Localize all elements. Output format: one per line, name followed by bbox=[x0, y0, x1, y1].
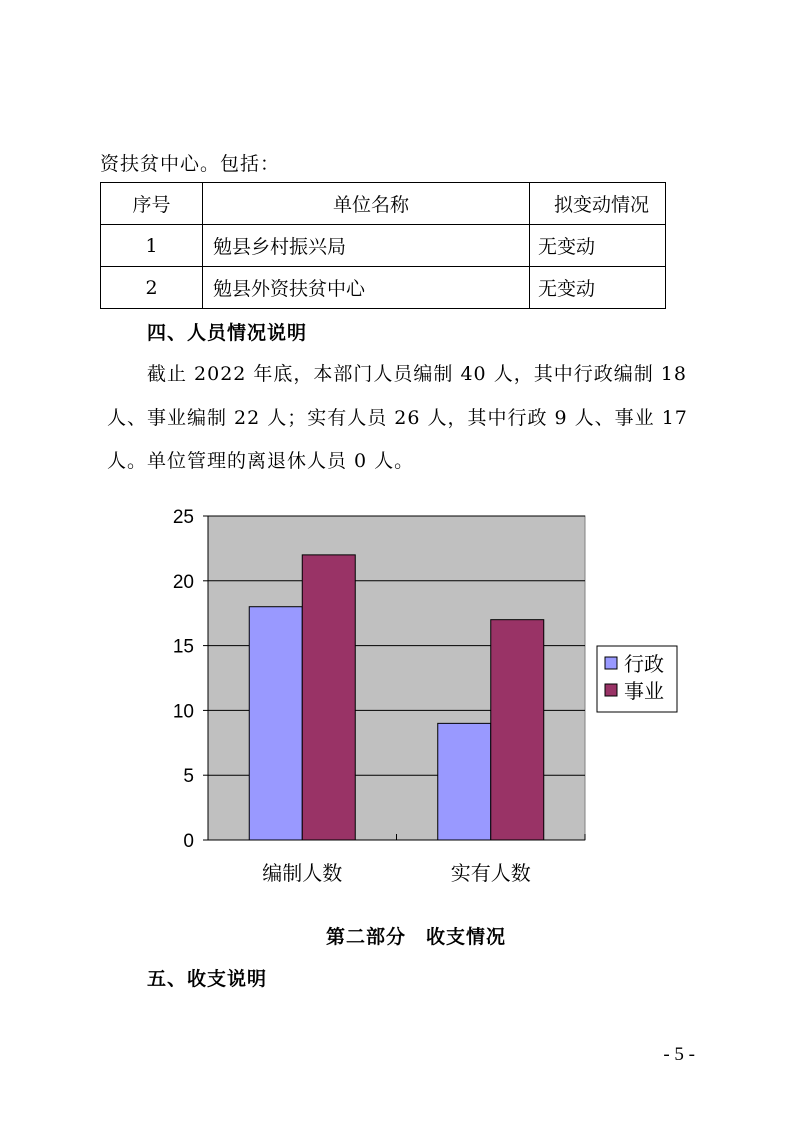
staff-bar-chart bbox=[0, 500, 793, 900]
y-tick-label: 20 bbox=[172, 571, 194, 593]
row-change: 无变动 bbox=[529, 267, 665, 309]
page-number: - 5 - bbox=[663, 1044, 695, 1065]
y-tick-label: 25 bbox=[172, 507, 194, 528]
legend-label-行政: 行政 bbox=[624, 652, 664, 676]
legend-swatch-行政 bbox=[605, 657, 617, 669]
y-tick-label: 15 bbox=[172, 636, 194, 658]
row-unit-name: 勉县乡村振兴局 bbox=[202, 225, 529, 267]
section4-line-1: 截止 2022 年底，本部门人员编制 40 人，其中行政编制 18 bbox=[147, 363, 687, 385]
header-index: 序号 bbox=[101, 183, 203, 225]
header-change: 拟变动情况 bbox=[529, 183, 665, 225]
part2-title: 第二部分 收支情况 bbox=[326, 926, 507, 948]
row-change: 无变动 bbox=[529, 225, 665, 267]
intro-line: 资扶贫中心。包括： bbox=[100, 153, 281, 175]
row-index: 2 bbox=[101, 267, 203, 309]
y-tick-label: 10 bbox=[172, 701, 194, 723]
x-tick-label: 编制人数 bbox=[262, 861, 343, 885]
section5-title: 五、收支说明 bbox=[147, 968, 268, 990]
section4-line-3: 人。单位管理的离退休人员 0 人。 bbox=[107, 450, 415, 472]
table-row bbox=[101, 267, 666, 309]
legend-swatch-事业 bbox=[605, 684, 617, 696]
bar-事业-编制人数 bbox=[302, 555, 355, 840]
x-tick-label: 实有人数 bbox=[450, 861, 531, 885]
unit-table bbox=[100, 182, 666, 309]
section4-line-2: 人、事业编制 22 人；实有人员 26 人，其中行政 9 人、事业 17 bbox=[107, 407, 688, 429]
section4-title: 四、人员情况说明 bbox=[147, 322, 308, 344]
bar-事业-实有人数 bbox=[491, 620, 544, 840]
bar-行政-编制人数 bbox=[249, 607, 302, 840]
legend-label-事业: 事业 bbox=[624, 679, 664, 703]
y-tick-label: 5 bbox=[183, 766, 194, 788]
row-unit-name: 勉县外资扶贫中心 bbox=[202, 267, 529, 309]
table-header-row bbox=[101, 183, 666, 225]
table-row bbox=[101, 225, 666, 267]
header-unit-name: 单位名称 bbox=[202, 183, 529, 225]
row-index: 1 bbox=[101, 225, 203, 267]
bar-行政-实有人数 bbox=[438, 723, 491, 840]
y-tick-label: 0 bbox=[183, 831, 194, 852]
